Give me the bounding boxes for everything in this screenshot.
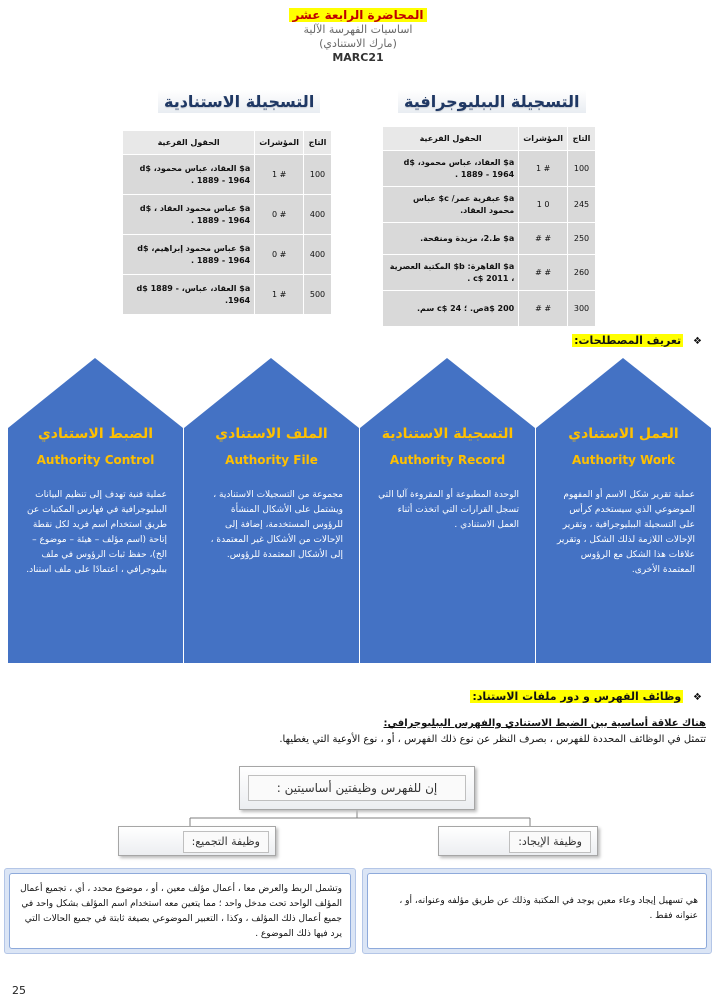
header-indicators: المؤشرات [255,131,304,155]
term-description: عملية فنية تهدف إلى تنظيم البيانات الببليوجرافية في فهارس المكتبات عن طريق استخدام اسم فريد لكل نقطة إتاحة (اسم مؤلف – هيئة – موضوع – الخ)، حفظ ثبات الرؤوس في ملف ببليوجرافي ، اعتمادًا على ملف استناد. [26,490,167,575]
authority-record-title: التسجيلة الاستنادية [158,90,320,113]
cell-tag: 300 [568,291,596,327]
cell-tag: 400 [304,235,332,275]
cell-subfields: a$ القاهرة: b$ المكتبة العصرية ، c$ 2011 . [383,255,519,291]
cell-indicators: # 1 [255,275,304,315]
header-subfields: الحقول الفرعية [123,131,255,155]
header-subfields: الحقول الفرعية [383,127,519,151]
right-content-box [362,868,712,954]
cell-indicators: 0 1 [519,187,568,223]
cell-subfields: a$ 200ص. ؛ c$ 24 سم. [383,291,519,327]
cell-tag: 245 [568,187,596,223]
term-description: الوحدة المطبوعة أو المقروءة آليا التي تسجل القرارات التي اتخذت أثناء العمل الاستنادي . [378,490,519,530]
diamond-bullet-icon: ❖ [693,692,702,703]
cell-indicators: # # [519,255,568,291]
term-title-ar: الضبط الاستنادي [37,426,154,442]
bibliographic-record-title: التسجيلة الببليوجرافية [398,90,586,113]
header-tag: التاج [304,131,332,155]
cell-indicators: # 0 [255,195,304,235]
cell-subfields: a$ عباس محمود إبراهيم، d$ 1889 - 1964 . [123,235,255,275]
right-branch-label: وظيفة الإيجاد: [509,831,591,853]
left-content-box [4,868,356,954]
term-title-en: Authority File [225,453,318,467]
cell-indicators: # # [519,223,568,255]
lecture-subtitle-paren: (مارك الاستنادي) [319,37,397,50]
cell-indicators: # # [519,291,568,327]
cell-tag: 100 [568,151,596,187]
header-tag: التاج [568,127,596,151]
cell-tag: 500 [304,275,332,315]
diagram-root-box [239,766,475,810]
right-content-text: هي تسهيل إيجاد وعاء معين يوجد في المكتبة وذلك عن طريق مؤلفه وعنوانه، أو ، عنوانه فقط . [367,873,707,949]
terms-heading-text: تعريف المصطلحات: [574,334,682,347]
page-number: 25 [12,984,26,997]
term-title-en: Authority Record [389,453,506,467]
functions-heading-text: وظائف الفهرس و دور ملفات الاستناد: [472,690,682,703]
term-description: عملية تقرير شكل الاسم أو المفهوم الموضوعي الذي سيستخدم كرأس على التسجيلة الببليوجرافية ، وتقرير الإحالات اللازمة لذلك الشكل ، وتقرير علاقات هذا الشكل مع الرؤوس المعتمدة الأخرى. [556,490,695,575]
term-title-en: Authority Work [571,453,676,467]
cell-tag: 260 [568,255,596,291]
cell-tag: 100 [304,155,332,195]
left-branch-label: وظيفة التجميع: [183,831,269,853]
term-title-ar: العمل الاستنادي [568,426,679,442]
term-description: مجموعة من التسجيلات الاستنادية ، ويشتمل على الأشكال المنشأة للرؤوس المستخدمة، إضافة إلى الإحالات من الأشكال غير المعتمدة ، إلى الأشكال المعتمدة للرؤوس. [210,490,343,560]
term-title-ar: الملف الاستنادي [215,426,328,442]
cell-subfields: a$ العقاد، عباس محمود، d$ 1889 - 1964 . [123,155,255,195]
diamond-bullet-icon: ❖ [693,336,702,347]
cell-subfields: a$ العقاد، عباس، d$ 1889 - 1964. [123,275,255,315]
cell-indicators: # 0 [255,235,304,275]
cell-indicators: # 1 [519,151,568,187]
lecture-subtitle: اساسيات الفهرسة الآلية [303,23,413,36]
diagram-left-branch [118,826,276,856]
diagram-root-label: إن للفهرس وظيفتين أساسيتين : [248,775,466,801]
cell-subfields: a$ عبقرية عمر/ c$ عباس محمود العقاد. [383,187,519,223]
term-title-en: Authority Control [36,453,155,467]
cell-subfields: a$ عباس محمود العقاد ، d$ 1889 - 1964 . [123,195,255,235]
diagram-right-branch [438,826,598,856]
cell-tag: 250 [568,223,596,255]
cell-tag: 400 [304,195,332,235]
lecture-title: المحاضرة الرابعة عشر [289,8,428,22]
functions-intro-bold: هناك علاقة أساسية بين الضبط الاستنادي والفهرس الببليوجرافي: [383,718,706,729]
cell-subfields: a$ ط.2، مزيدة ومنقحة. [383,223,519,255]
cell-subfields: a$ العقاد، عباس محمود، d$ 1889 - 1964 . [383,151,519,187]
functions-intro-text: تتمثل في الوظائف المحددة للفهرس ، بصرف النظر عن نوع ذلك الفهرس ، أو ، نوع الأوعية التي يغطيها. [279,734,706,745]
term-title-ar: التسجيلة الاستنادية [381,426,514,442]
header-indicators: المؤشرات [519,127,568,151]
marc-label: MARC21 [332,51,384,64]
cell-indicators: # 1 [255,155,304,195]
left-content-text: وتشمل الربط والعرض معا ، أعمال مؤلف معين ، أو ، موضوع محدد ، أي ، تجميع أعمال المؤلف الواحد تحت مدخل واحد ؛ مما يتعين معه استخدام اسم المؤلف بشكل واحد في جميع أعمال ذلك المؤلف ، وكذا ، التعبير الموضوعي بصيغة ثابتة في جميع الحالات التي يرد فيها ذلك الموضوع . [9,873,351,949]
